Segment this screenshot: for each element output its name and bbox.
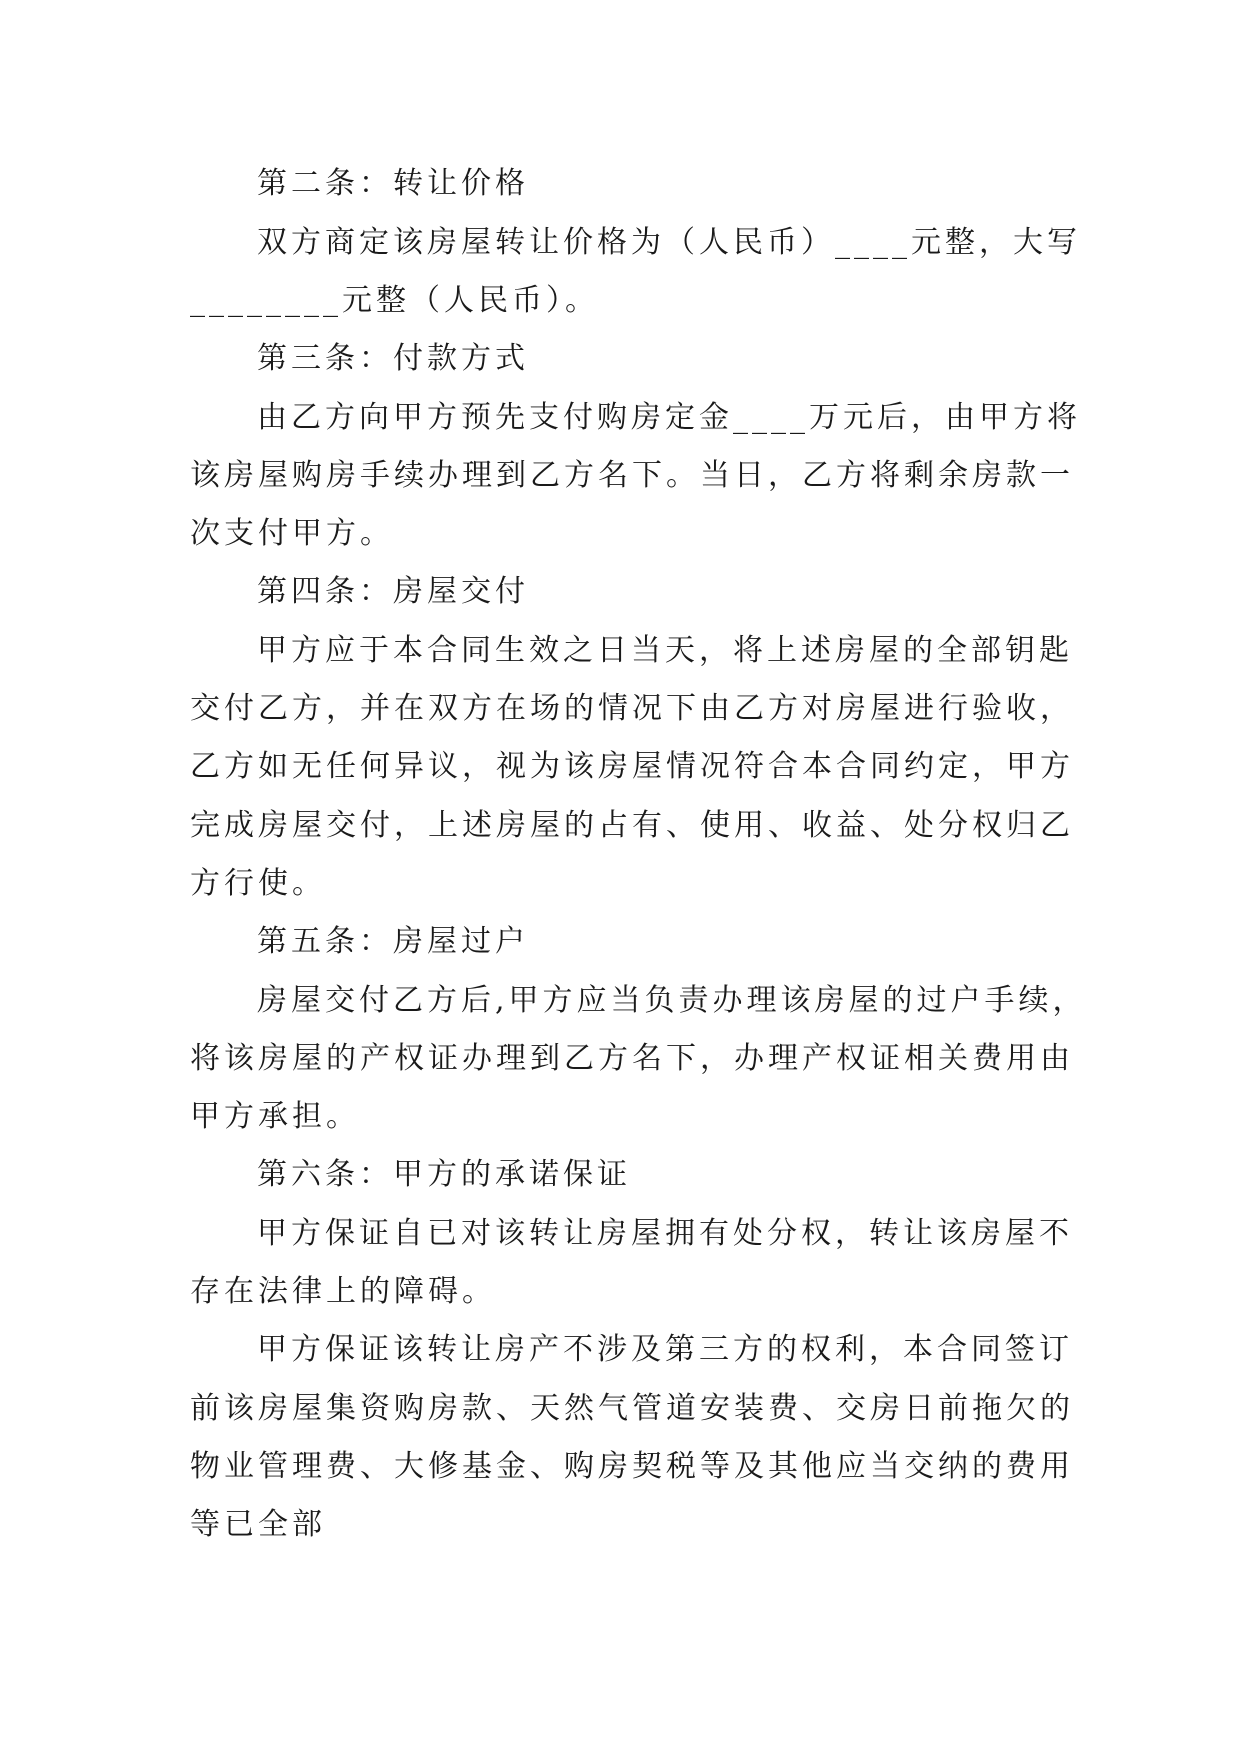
text-line: 等已全部 bbox=[190, 1507, 326, 1542]
text-line: 物业管理费、大修基金、购房契税等及其他应当交纳的费用 bbox=[190, 1449, 1074, 1484]
text-line: 甲方保证该转让房产不涉及第三方的权利，本合同签订 bbox=[257, 1332, 1073, 1367]
article-5-heading: 第五条：房屋过户 bbox=[257, 924, 529, 959]
article-3-heading: 第三条：付款方式 bbox=[257, 341, 529, 376]
text-line: 存在法律上的障碍。 bbox=[190, 1274, 496, 1309]
text-line: 乙方如无任何异议，视为该房屋情况符合本合同约定，甲方 bbox=[190, 749, 1074, 784]
text-line: 甲方承担。 bbox=[190, 1099, 360, 1134]
text-line: 房屋交付乙方后,甲方应当负责办理该房屋的过户手续， bbox=[257, 983, 1087, 1018]
text-line: 该房屋购房手续办理到乙方名下。当日，乙方将剩余房款一 bbox=[190, 458, 1074, 493]
text-line: 方行使。 bbox=[190, 866, 326, 901]
article-2-heading: 第二条：转让价格 bbox=[257, 166, 529, 201]
text-line: ________元整（人民币）。 bbox=[190, 283, 599, 318]
text-line: 次支付甲方。 bbox=[190, 516, 394, 551]
text-line: 完成房屋交付，上述房屋的占有、使用、收益、处分权归乙 bbox=[190, 808, 1074, 843]
text-line: 由乙方向甲方预先支付购房定金____万元后，由甲方将 bbox=[257, 400, 1081, 435]
text-line: 将该房屋的产权证办理到乙方名下，办理产权证相关费用由 bbox=[190, 1041, 1074, 1076]
text-line: 甲方应于本合同生效之日当天，将上述房屋的全部钥匙 bbox=[257, 633, 1073, 668]
text-line: 甲方保证自已对该转让房屋拥有处分权，转让该房屋不 bbox=[257, 1216, 1073, 1251]
text-line: 前该房屋集资购房款、天然气管道安装费、交房日前拖欠的 bbox=[190, 1391, 1074, 1426]
article-4-heading: 第四条：房屋交付 bbox=[257, 574, 529, 609]
text-line: 交付乙方，并在双方在场的情况下由乙方对房屋进行验收， bbox=[190, 691, 1074, 726]
article-6-heading: 第六条：甲方的承诺保证 bbox=[257, 1157, 631, 1192]
text-line: 双方商定该房屋转让价格为（人民币）____元整，大写 bbox=[257, 225, 1081, 260]
